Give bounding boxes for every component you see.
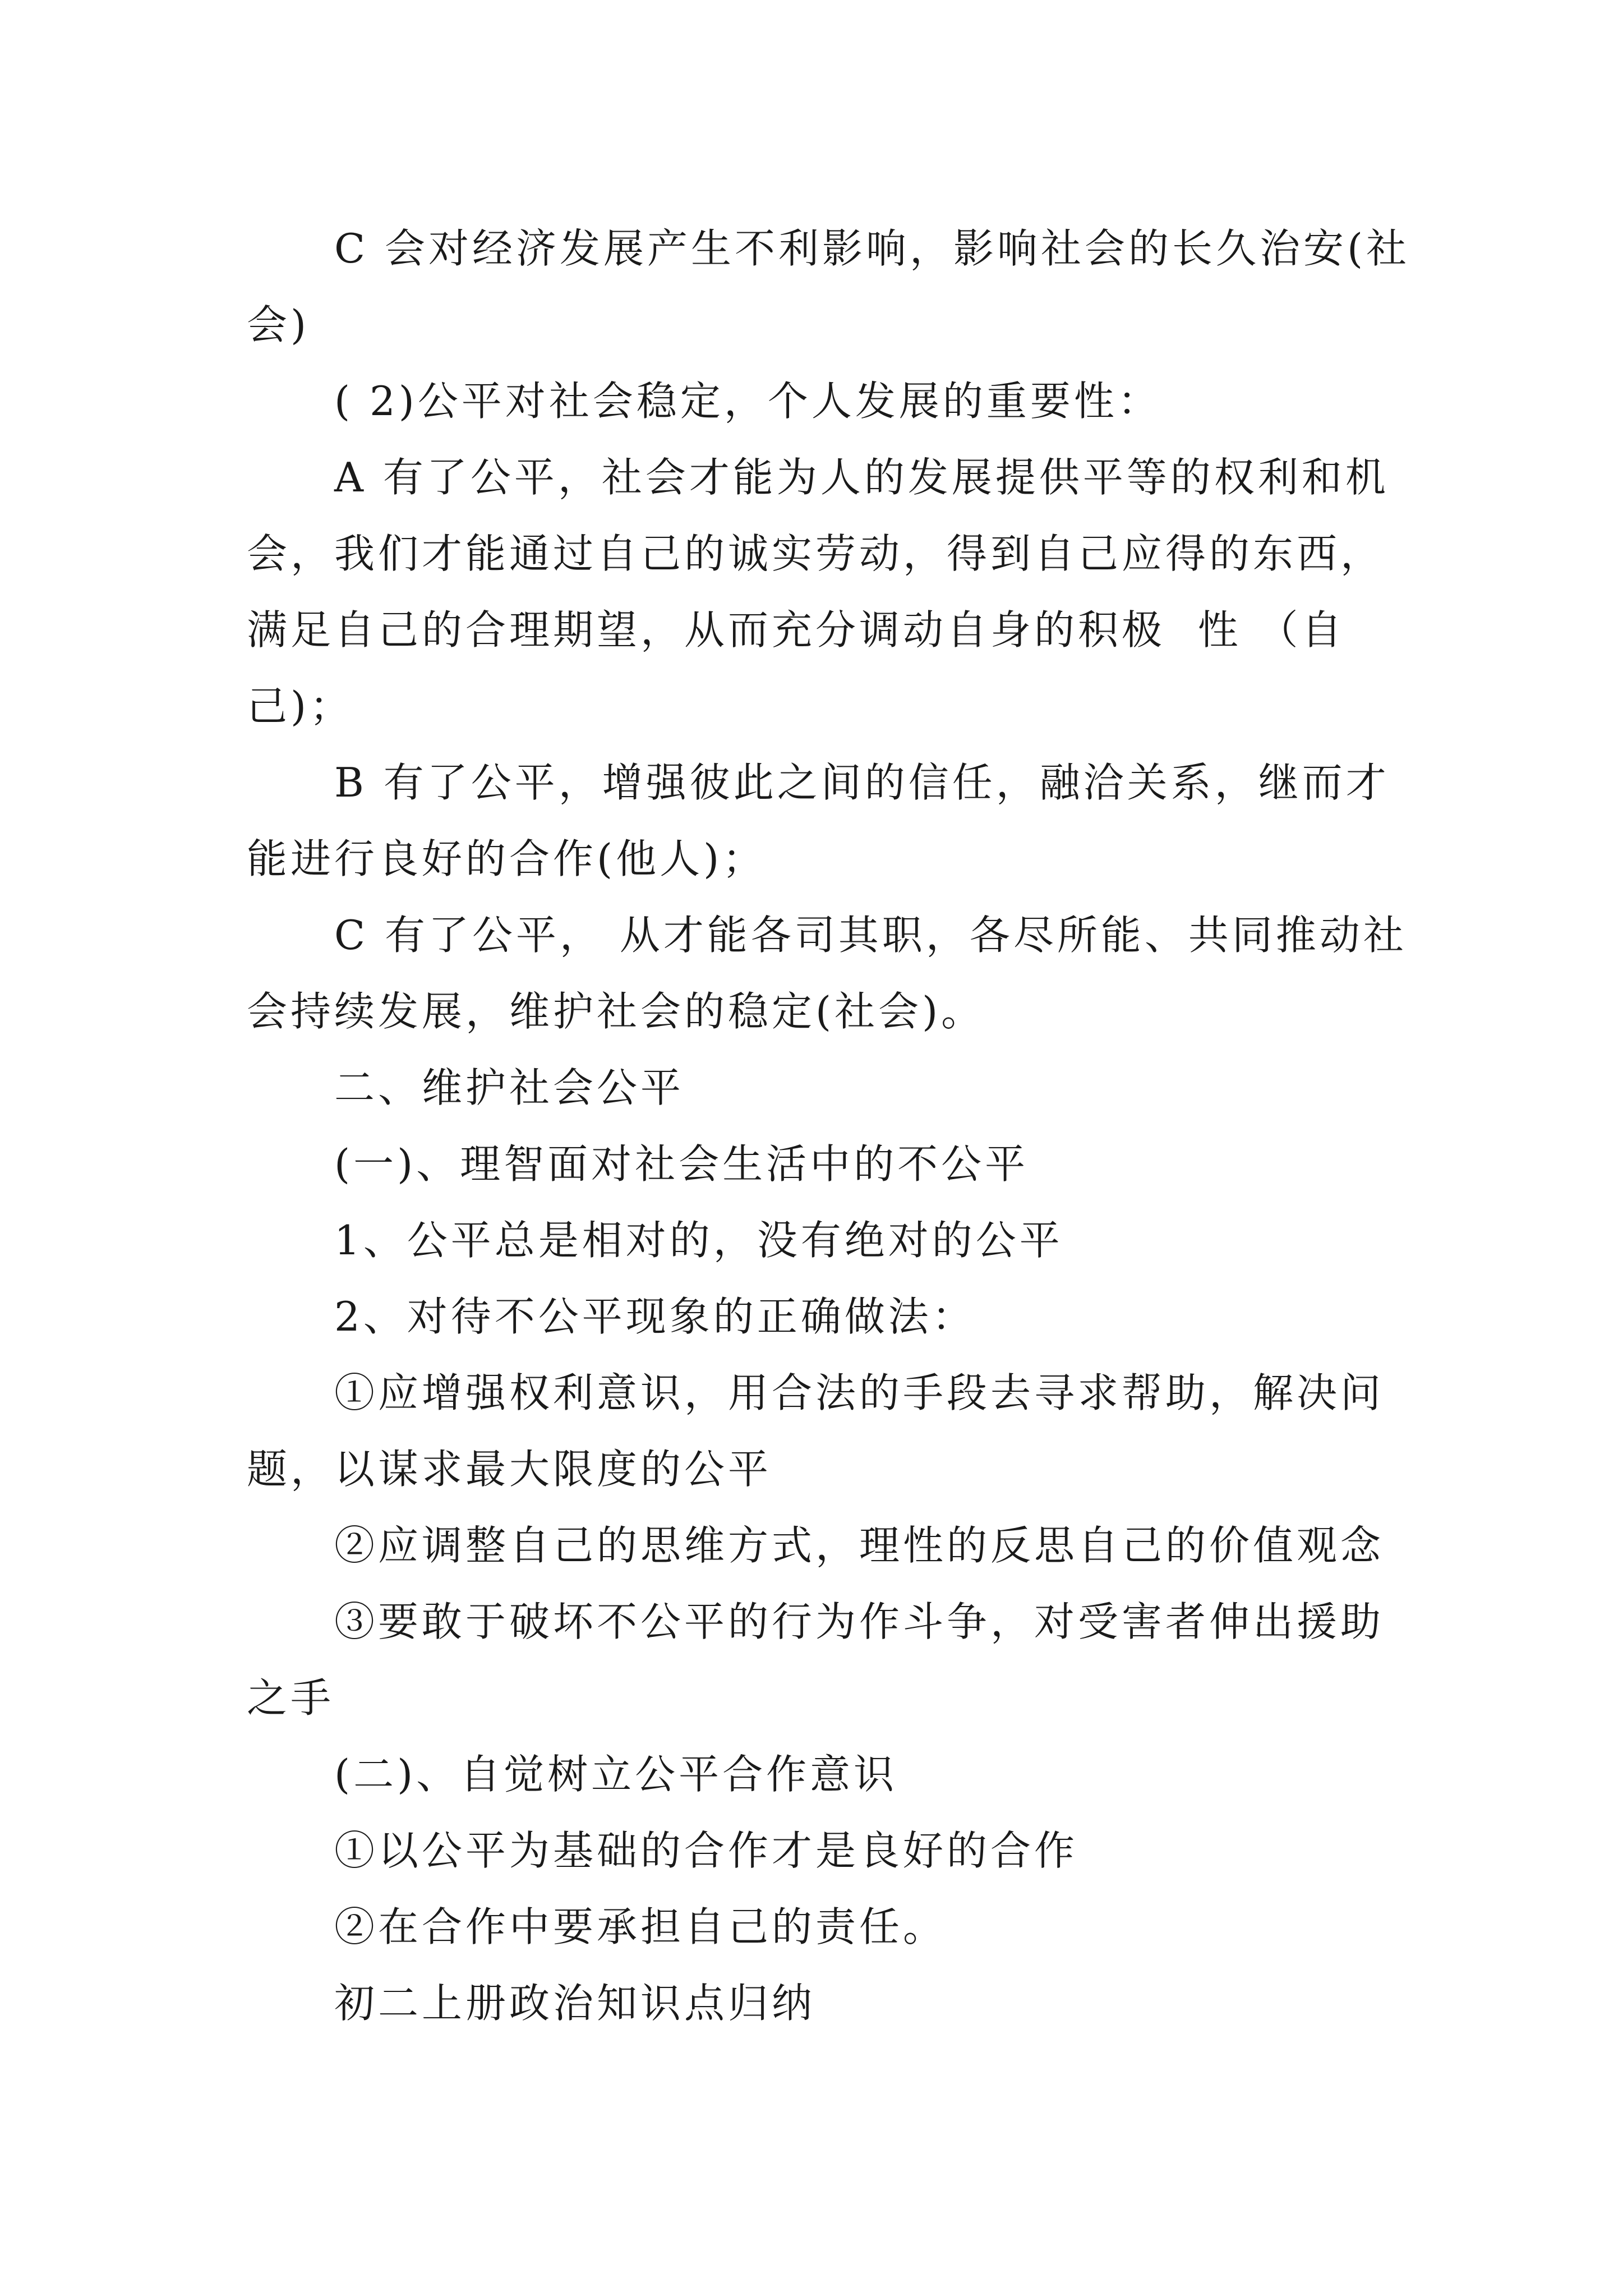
paragraph-c-fairness-society	[247, 897, 1407, 1050]
text-line: B 有了公平，增强彼此之间的信任，融洽关系，继而才	[334, 759, 1390, 806]
text-line: ③要敢于破坏不公平的行为作斗争，对受害者伸出援助	[334, 1598, 1385, 1645]
list-item-fairness-relative	[247, 1202, 1391, 1278]
list-item-circle-1-cooperation-basis	[247, 1812, 1391, 1889]
text-line: (二)、自觉树立公平合作意识	[334, 1751, 898, 1798]
document-body	[247, 210, 1410, 2041]
text-line: 满足自己的合理期望，从而充分调动自身的积极 性 （自	[247, 606, 1345, 654]
paragraph-b-fairness-others	[247, 744, 1391, 897]
text-line: 己)；	[247, 683, 354, 730]
text-line: 会)	[247, 301, 310, 348]
list-item-circle-2-responsibility	[247, 1889, 1391, 1965]
section-heading-maintain-fairness	[247, 1050, 1391, 1126]
paragraph-c-economic-impact	[247, 210, 1410, 363]
paragraph-a-fairness-self	[247, 439, 1391, 744]
text-line: 之手	[247, 1674, 335, 1722]
text-line: 会，我们才能通过自己的诚实劳动，得到自己应得的东西，	[247, 530, 1385, 577]
text-line: C 会对经济发展产生不利影响，影响社会的长久治安(社	[334, 225, 1410, 272]
text-line: 2、对待不公平现象的正确做法：	[334, 1293, 976, 1340]
paragraph-fairness-importance-heading	[247, 363, 1391, 439]
text-line: A 有了公平，社会才能为人的发展提供平等的权利和机	[334, 454, 1389, 501]
text-line: 会持续发展，维护社会的稳定(社会)。	[247, 988, 985, 1035]
list-item-circle-3-courage	[247, 1584, 1391, 1736]
subsection-heading-cooperation	[247, 1736, 1391, 1812]
list-item-circle-2-thinking	[247, 1507, 1391, 1584]
closing-heading	[247, 1965, 1391, 2041]
list-item-circle-1-rights	[247, 1355, 1391, 1507]
list-item-correct-approach	[247, 1278, 1391, 1355]
text-line: ②在合作中要承担自己的责任。	[334, 1903, 947, 1950]
text-line: 1、公平总是相对的，没有绝对的公平	[334, 1217, 1063, 1264]
text-line: (一)、理智面对社会生活中的不公平	[334, 1140, 1029, 1188]
text-line: ②应调整自己的思维方式，理性的反思自己的价值观念	[334, 1522, 1385, 1569]
text-line: C 有了公平， 从才能各司其职，各尽所能、共同推动社	[334, 912, 1407, 959]
text-line: ①以公平为基础的合作才是良好的合作	[334, 1827, 1078, 1874]
text-line: 题，以谋求最大限度的公平	[247, 1446, 772, 1493]
text-line: ①应增强权利意识，用合法的手段去寻求帮助，解决问	[334, 1369, 1385, 1416]
text-line: 能进行良好的合作(他人)；	[247, 835, 767, 882]
text-line: 初二上册政治知识点归纳	[334, 1980, 816, 2027]
text-line: ( 2)公平对社会稳定，个人发展的重要性：	[334, 378, 1161, 425]
subsection-heading-rational-face	[247, 1126, 1391, 1202]
text-line: 二、维护社会公平	[334, 1064, 685, 1111]
